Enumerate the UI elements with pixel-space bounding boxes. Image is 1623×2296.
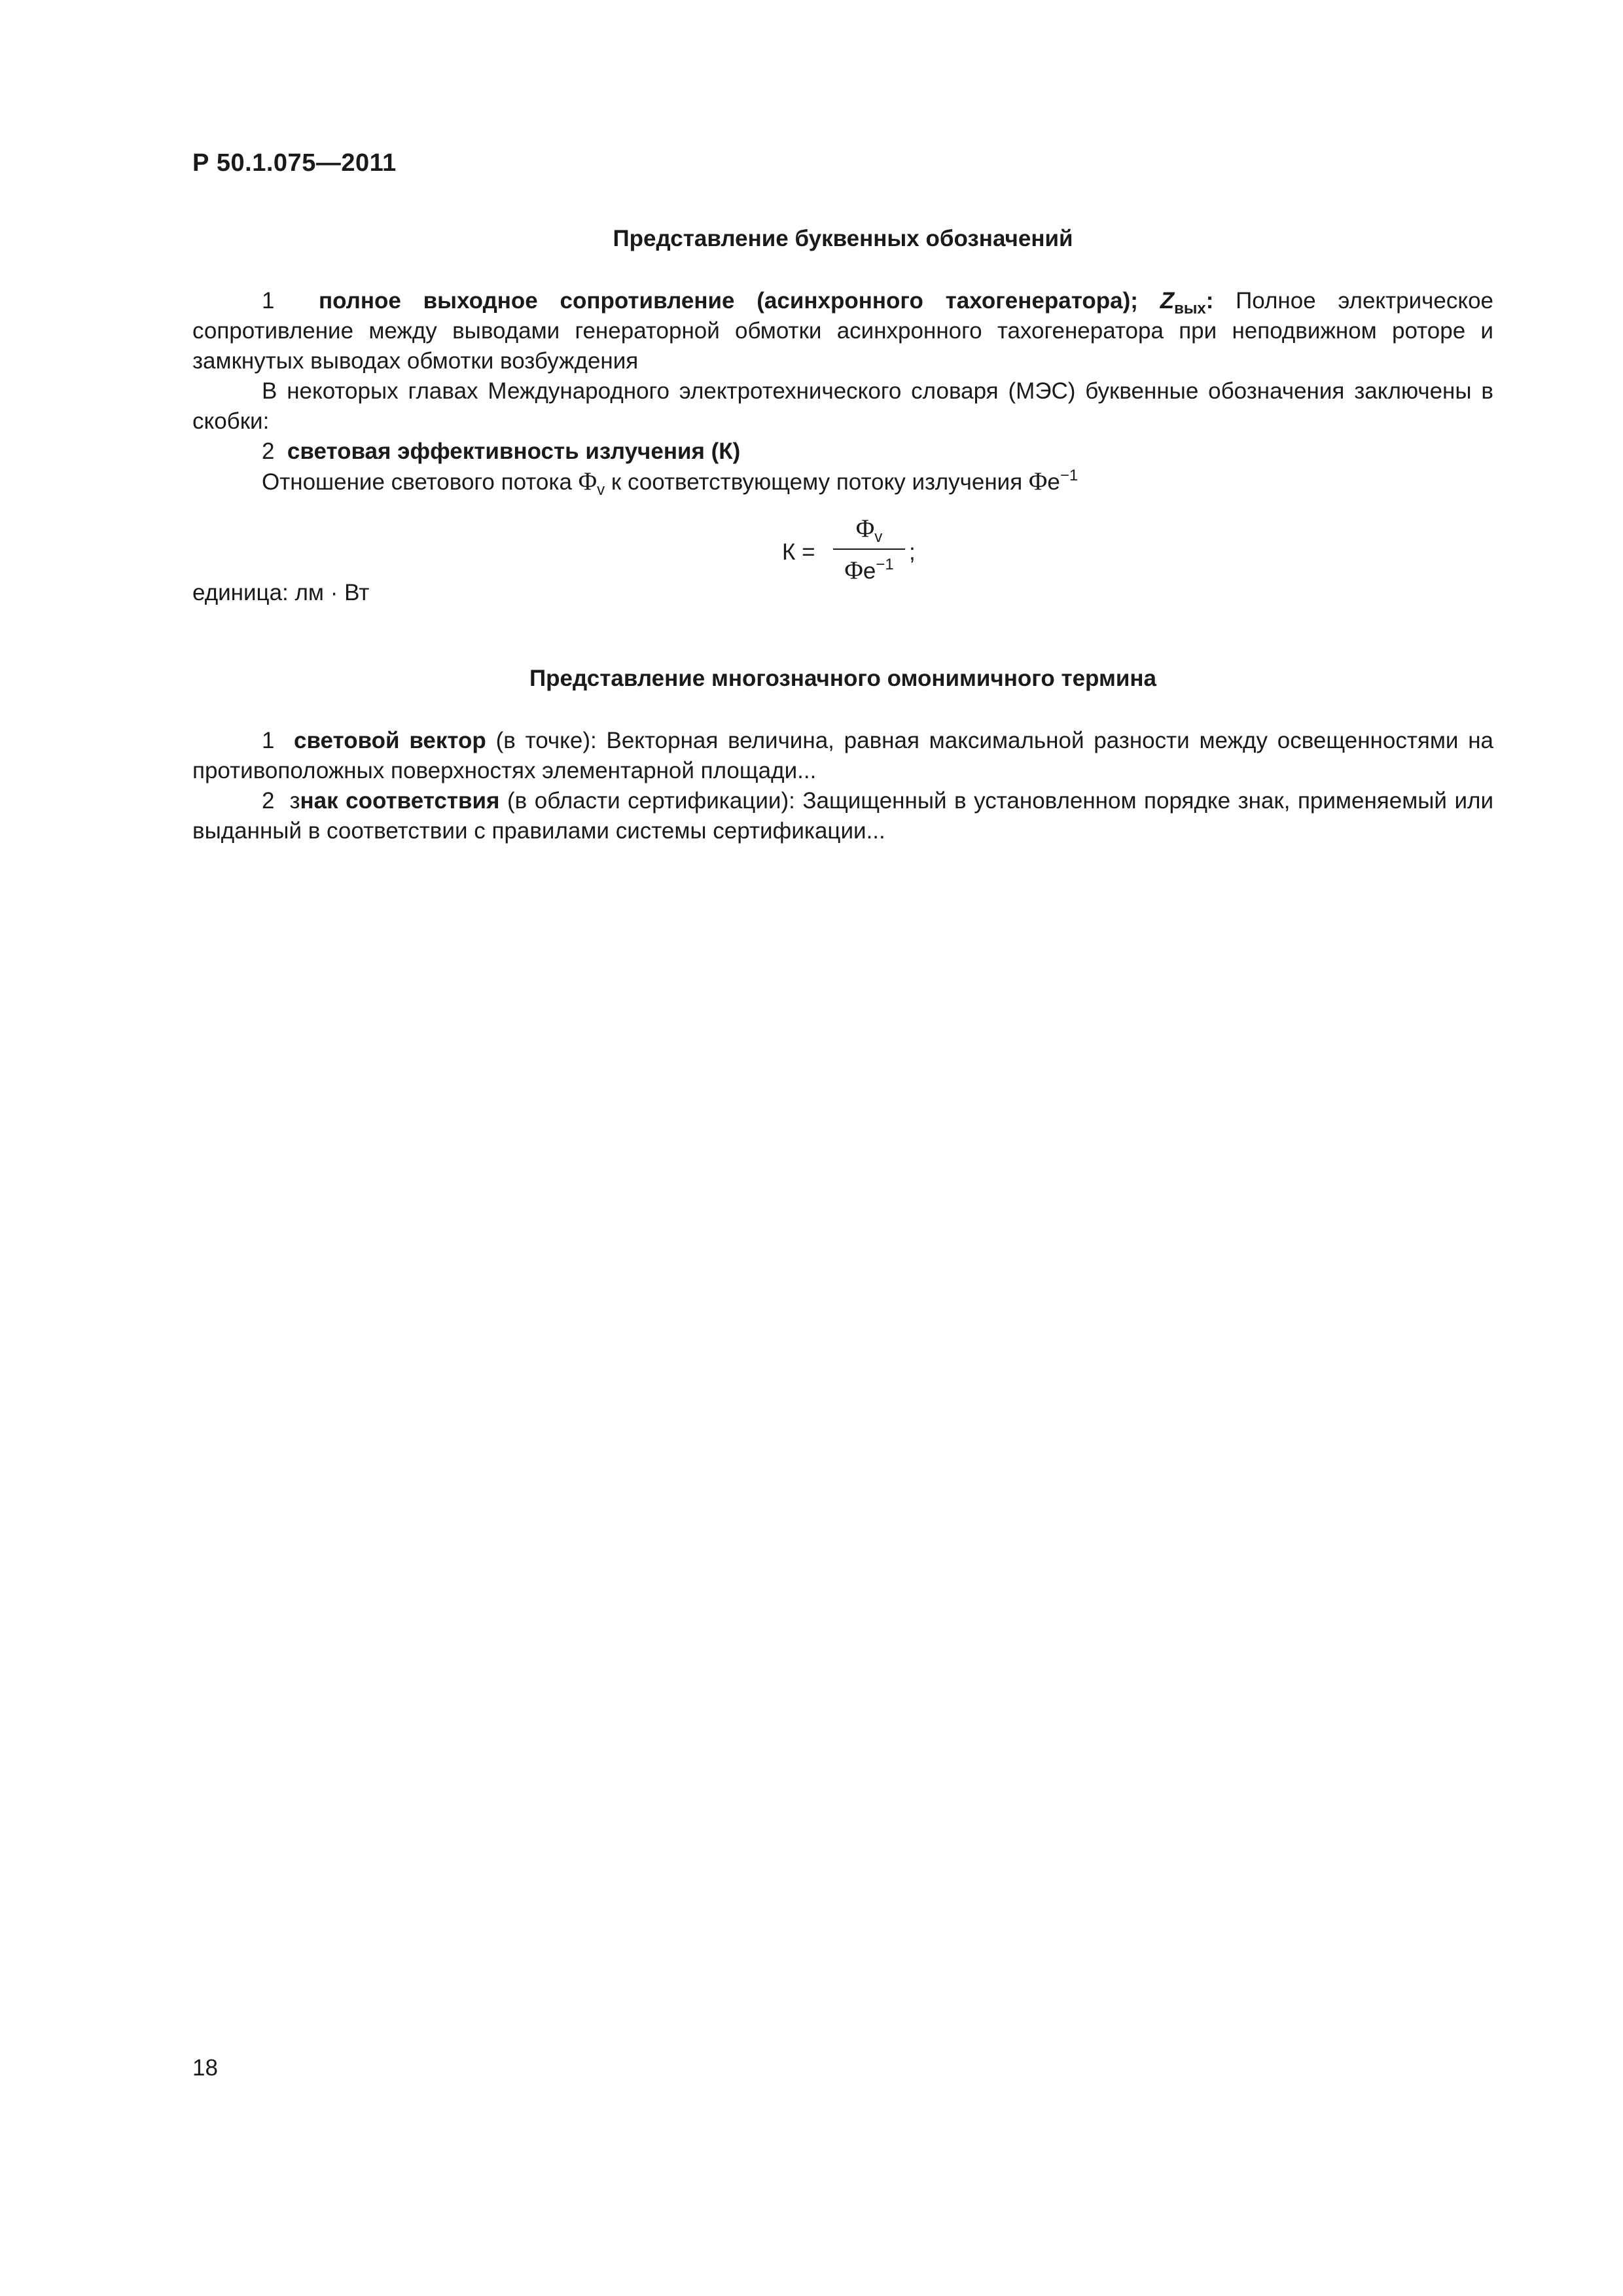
formula-fraction [833,512,905,588]
section-heading-letter-symbols: Представление буквенных обозначений [613,226,1073,251]
note-paragraph: В некоторых главах Международного электротехнического словаря (МЭС) буквенные обозначения заключены в скобки: [192,378,1493,434]
term-definition: Полное электрическое сопротивление между выводами генераторной обмотки асинхронного тахогенератора при неподвижном роторе и замкнутых выводах обмотки возбуждения [192,288,1494,374]
entry-number: 1 [262,288,275,314]
document-code: Р 50.1.075—2011 [192,149,397,177]
unit-line: единица: лм · Вт [192,580,370,605]
term-entry-output-impedance [192,286,1493,376]
fraction-bar [833,548,905,550]
term-definition: Защищенный в установленном порядке знак, применяемый или выданный в соответствии с правилами системы сертификации... [192,788,1493,844]
term-name: световая эффективность излучения (К) [287,439,741,464]
term-symbol: Z [1160,288,1175,314]
page-number: 18 [192,2055,218,2081]
section2-body [192,726,1493,846]
term-entry-conformity-mark: 2 знак соответствия (в области сертификации): Защищенный в установленном порядке знак, применяемый или выданный в соответствии с правилами системы сертификации... [192,788,1493,844]
term-context: (в области сертификации): [507,788,795,814]
entry-number: 2 [262,439,275,464]
phi-symbol: Φ [1028,467,1048,495]
section-heading-homonymous-term: Представление многозначного омонимичного термина [529,666,1156,691]
term-definition-luminous-efficacy: Отношение светового потока $\Phi_v$ к соответствующему потоку излучения $\Phi e^{-1}$ [262,467,1079,499]
unit-line-block [192,578,1493,608]
term-definition: Векторная величина, равная максимальной разности между освещенностями на противоположных поверхностях элементарной площади... [192,728,1494,783]
term-entry-luminous-efficacy [192,437,1493,467]
term-colon: : [1205,288,1214,314]
entry-number: 2 [262,788,275,814]
entry-number: 1 [262,728,275,753]
term-entry-light-vector [192,726,1493,786]
term-name: нак соответствия [300,788,500,814]
term-name: полное выходное сопротивление (асинхронного тахогенератора); [319,288,1138,314]
term-symbol-subscript: вых [1174,300,1206,317]
term-context: (в точке): [495,728,597,753]
section1-body [192,286,1493,497]
formula-lhs: К = [782,539,815,565]
formula-denominator: $\Phi e^{-1}$ [844,556,894,584]
formula-semicolon: ; [909,539,916,565]
term-name: световой вектор [294,728,486,753]
formula-numerator: $\Phi_v$ [855,514,883,546]
phi-symbol: Φ [578,467,597,495]
